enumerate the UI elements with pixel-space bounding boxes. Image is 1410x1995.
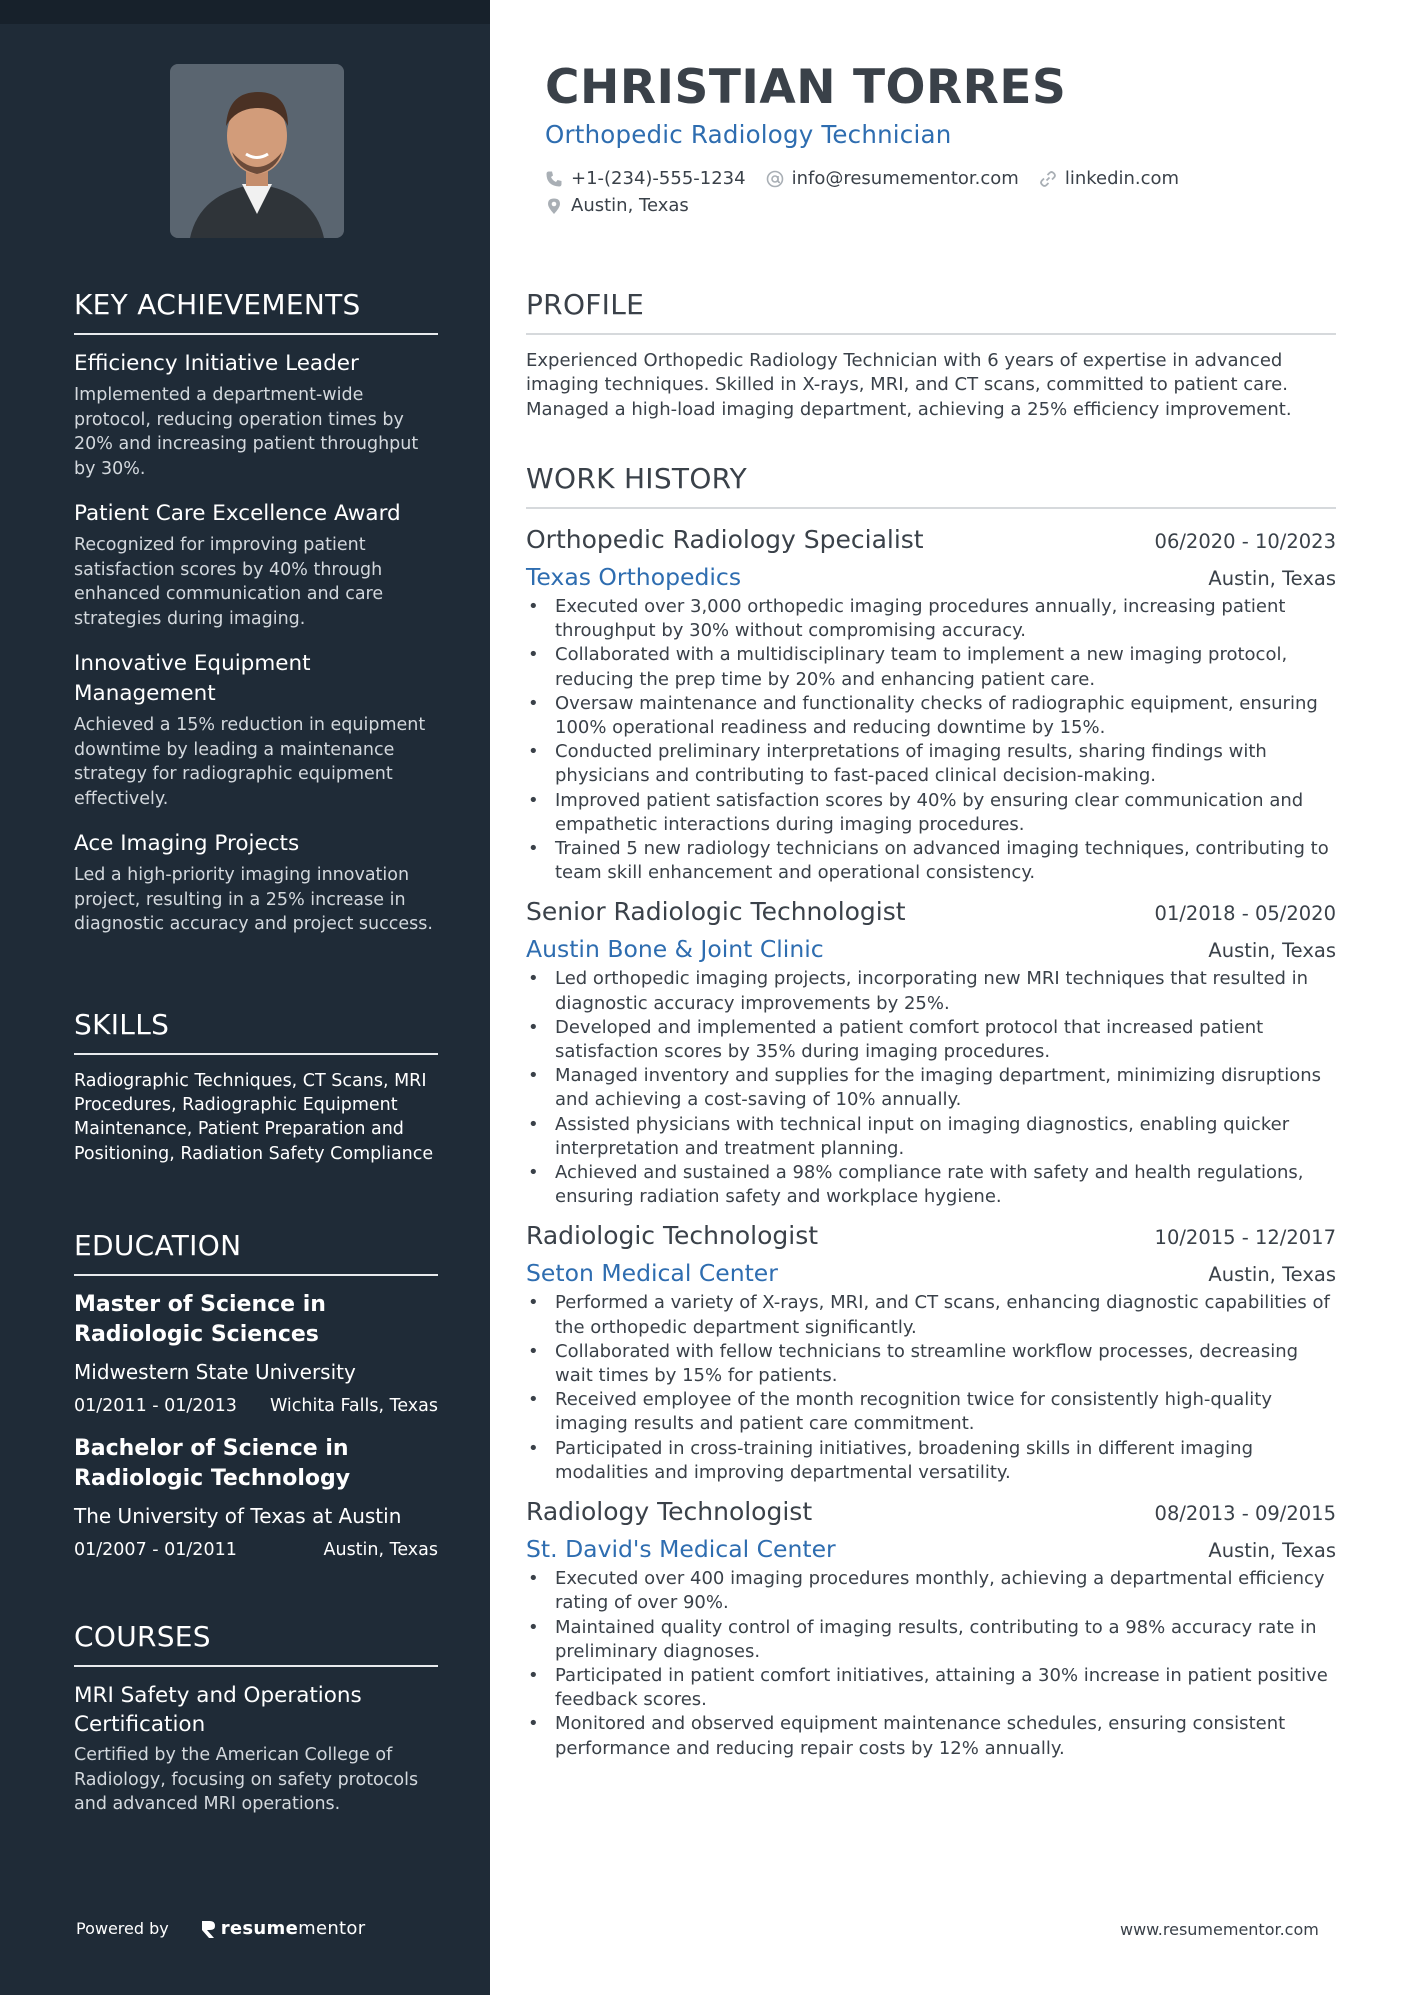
job-bullet: • Assisted physicians with technical input on imaging diagnostics, enabling quicker interpretation and treatment planning. <box>526 1113 1336 1161</box>
achievement-title: Ace Imaging Projects <box>74 831 300 856</box>
job-title: Radiology Technologist <box>526 1497 813 1527</box>
location-pin-icon <box>545 197 563 215</box>
job-entry <box>526 895 1336 1209</box>
job-location: Austin, Texas <box>1208 1263 1336 1287</box>
job-entry <box>526 1495 1336 1761</box>
job-bullet: • Maintained quality control of imaging results, contributing to a 98% accuracy rate in preliminary diagnoses. <box>526 1616 1336 1664</box>
portrait-image <box>170 64 344 238</box>
job-entry <box>526 523 1336 885</box>
link-icon <box>1039 170 1057 188</box>
job-bullets <box>526 595 1336 885</box>
job-dates: 08/2013 - 09/2015 <box>1154 1502 1336 1526</box>
education-degree: Master of Science in Radiologic Sciences <box>74 1292 326 1347</box>
job-title: Radiologic Technologist <box>526 1221 819 1251</box>
job-bullet: • Led orthopedic imaging projects, incorporating new MRI techniques that resulted in diagnostic accuracy improvements by 25%. <box>526 967 1336 1015</box>
education-location: Austin, Texas <box>323 1540 438 1560</box>
job-bullet: • Monitored and observed equipment maintenance schedules, ensuring consistent performance and reducing repair costs by 12% annually. <box>526 1712 1336 1760</box>
courses-section <box>74 1620 438 1817</box>
job-bullet: • Improved patient satisfaction scores by 40% by ensuring clear communication and empathetic interactions during imaging procedures. <box>526 789 1336 837</box>
job-company: Seton Medical Center <box>526 1259 778 1288</box>
job-bullet: • Executed over 400 imaging procedures monthly, achieving a departmental efficiency rating of over 90%. <box>526 1567 1336 1615</box>
contact-linkedin[interactable] <box>1039 165 1179 192</box>
resumementor-logo[interactable] <box>199 1918 366 1939</box>
job-bullet: • Received employee of the month recognition twice for consistently high-quality imaging results and patient care commitment. <box>526 1388 1336 1436</box>
job-bullet: • Executed over 3,000 orthopedic imaging procedures annually, increasing patient throughput by 30% without compromising accuracy. <box>526 595 1336 643</box>
job-location: Austin, Texas <box>1208 1539 1336 1563</box>
achievements-heading: KEY ACHIEVEMENTS <box>74 288 438 335</box>
course-title: MRI Safety and Operations Certification <box>74 1683 362 1737</box>
education-school: The University of Texas at Austin <box>74 1504 402 1528</box>
achievement-desc: Implemented a department-wide protocol, reducing operation times by 20% and increasing patient throughput by 30%. <box>74 385 419 479</box>
at-icon <box>766 170 784 188</box>
skills-section <box>74 1008 438 1166</box>
candidate-name: CHRISTIAN TORRES <box>545 60 1067 115</box>
job-bullet: • Collaborated with fellow technicians to streamline workflow processes, decreasing wait times by 15% for patients. <box>526 1340 1336 1388</box>
sidebar <box>0 0 490 1995</box>
job-bullet: • Participated in cross-training initiatives, broadening skills in different imaging modalities and improving departmental versatility. <box>526 1437 1336 1485</box>
profile-section <box>526 288 1336 422</box>
contact-location <box>545 192 689 219</box>
job-bullet: • Performed a variety of X-rays, MRI, and CT scans, enhancing diagnostic capabilities of the orthopedic department significantly. <box>526 1291 1336 1339</box>
brand-name-bold: resume <box>220 1918 299 1939</box>
achievement-desc: Recognized for improving patient satisfaction scores by 40% through enhanced communication and care strategies during imaging. <box>74 535 384 629</box>
work-history-heading: WORK HISTORY <box>526 462 1336 509</box>
achievement-item <box>74 499 438 631</box>
job-bullets <box>526 1291 1336 1485</box>
job-bullet: • Achieved and sustained a 98% compliance rate with safety and health regulations, ensuring radiation safety and workplace hygiene. <box>526 1161 1336 1209</box>
contact-info <box>545 165 1345 219</box>
achievements-section <box>74 288 438 955</box>
job-dates: 01/2018 - 05/2020 <box>1154 902 1336 926</box>
profile-photo <box>170 64 344 238</box>
profile-summary: Experienced Orthopedic Radiology Technician with 6 years of expertise in advanced imaging techniques. Skilled in X-rays, MRI, and CT scans, committed to patient care. Managed a high-load imaging department, achieving a 25% efficiency improvement. <box>526 350 1292 420</box>
skills-heading: SKILLS <box>74 1008 438 1055</box>
phone-text: +1-(234)-555-1234 <box>571 168 746 189</box>
work-history-section <box>526 462 1336 1771</box>
achievement-desc: Achieved a 15% reduction in equipment downtime by leading a maintenance strategy for radiographic equipment effectively. <box>74 715 426 809</box>
phone-icon <box>545 170 563 188</box>
profile-heading: PROFILE <box>526 288 1336 335</box>
powered-by <box>76 1918 365 1939</box>
education-item <box>74 1290 438 1416</box>
brand-name-light: mentor <box>298 1918 366 1939</box>
contact-phone[interactable] <box>545 165 746 192</box>
achievement-item <box>74 829 438 937</box>
job-dates: 06/2020 - 10/2023 <box>1154 530 1336 553</box>
job-entry <box>526 1219 1336 1485</box>
email-text: info@resumementor.com <box>791 168 1019 189</box>
powered-by-label: Powered by <box>76 1919 169 1938</box>
job-bullet: • Conducted preliminary interpretations of imaging results, sharing findings with physicians and contributing to fast-paced clinical decision-making. <box>526 740 1336 788</box>
achievement-item <box>74 649 438 811</box>
job-bullet: • Developed and implemented a patient comfort protocol that increased patient satisfaction scores by 35% during imaging procedures. <box>526 1016 1336 1064</box>
job-bullet: • Participated in patient comfort initiatives, attaining a 30% increase in patient positive feedback scores. <box>526 1664 1336 1712</box>
job-bullet: • Collaborated with a multidisciplinary team to implement a new imaging protocol, reducing the prep time by 20% and enhancing patient care. <box>526 643 1336 691</box>
course-item <box>74 1681 438 1817</box>
education-item <box>74 1434 438 1560</box>
resumementor-logo-icon <box>199 1919 217 1939</box>
achievement-title: Patient Care Excellence Award <box>74 501 401 526</box>
job-location: Austin, Texas <box>1208 567 1336 590</box>
skills-list: Radiographic Techniques, CT Scans, MRI Procedures, Radiographic Equipment Maintenance, Patient Preparation and Positioning, Radiation Safety Compliance <box>74 1071 434 1164</box>
job-bullets <box>526 967 1336 1209</box>
job-dates: 10/2015 - 12/2017 <box>1154 1226 1336 1250</box>
education-heading: EDUCATION <box>74 1229 438 1276</box>
education-section <box>74 1229 438 1578</box>
footer-website[interactable]: www.resumementor.com <box>1120 1920 1319 1939</box>
job-location: Austin, Texas <box>1208 939 1336 963</box>
education-dates: 01/2007 - 01/2011 <box>74 1540 237 1560</box>
candidate-title: Orthopedic Radiology Technician <box>545 120 952 149</box>
resume-header <box>545 58 1345 219</box>
education-location: Wichita Falls, Texas <box>269 1396 438 1416</box>
job-title: Orthopedic Radiology Specialist <box>526 525 924 554</box>
job-company: Texas Orthopedics <box>526 563 742 591</box>
linkedin-text: linkedin.com <box>1064 168 1180 189</box>
achievement-item <box>74 349 438 481</box>
job-bullet: • Trained 5 new radiology technicians on advanced imaging techniques, contributing to team skill enhancement and operational consistency. <box>526 837 1336 885</box>
achievement-desc: Led a high-priority imaging innovation project, resulting in a 25% increase in diagnostic accuracy and project success. <box>74 865 433 934</box>
job-company: Austin Bone & Joint Clinic <box>526 935 824 964</box>
achievement-title: Efficiency Initiative Leader <box>74 351 359 376</box>
job-company: St. David's Medical Center <box>526 1535 836 1564</box>
contact-email[interactable] <box>766 165 1019 192</box>
job-bullet: • Managed inventory and supplies for the imaging department, minimizing disruptions and achieving a cost-saving of 10% annually. <box>526 1064 1336 1112</box>
education-school: Midwestern State University <box>74 1360 356 1384</box>
sidebar-top-strip <box>0 0 490 24</box>
education-dates: 01/2011 - 01/2013 <box>74 1396 237 1416</box>
location-text: Austin, Texas <box>571 195 689 216</box>
job-bullets <box>526 1567 1336 1761</box>
courses-heading: COURSES <box>74 1620 438 1667</box>
course-desc: Certified by the American College of Radiology, focusing on safety protocols and advanced MRI operations. <box>74 1745 419 1814</box>
education-degree: Bachelor of Science in Radiologic Technology <box>74 1436 351 1491</box>
achievement-title: Innovative Equipment Management <box>74 651 311 706</box>
job-title: Senior Radiologic Technologist <box>526 897 906 927</box>
job-bullet: • Oversaw maintenance and functionality checks of radiographic equipment, ensuring 100% operational readiness and reducing downtime by 15%. <box>526 692 1336 740</box>
